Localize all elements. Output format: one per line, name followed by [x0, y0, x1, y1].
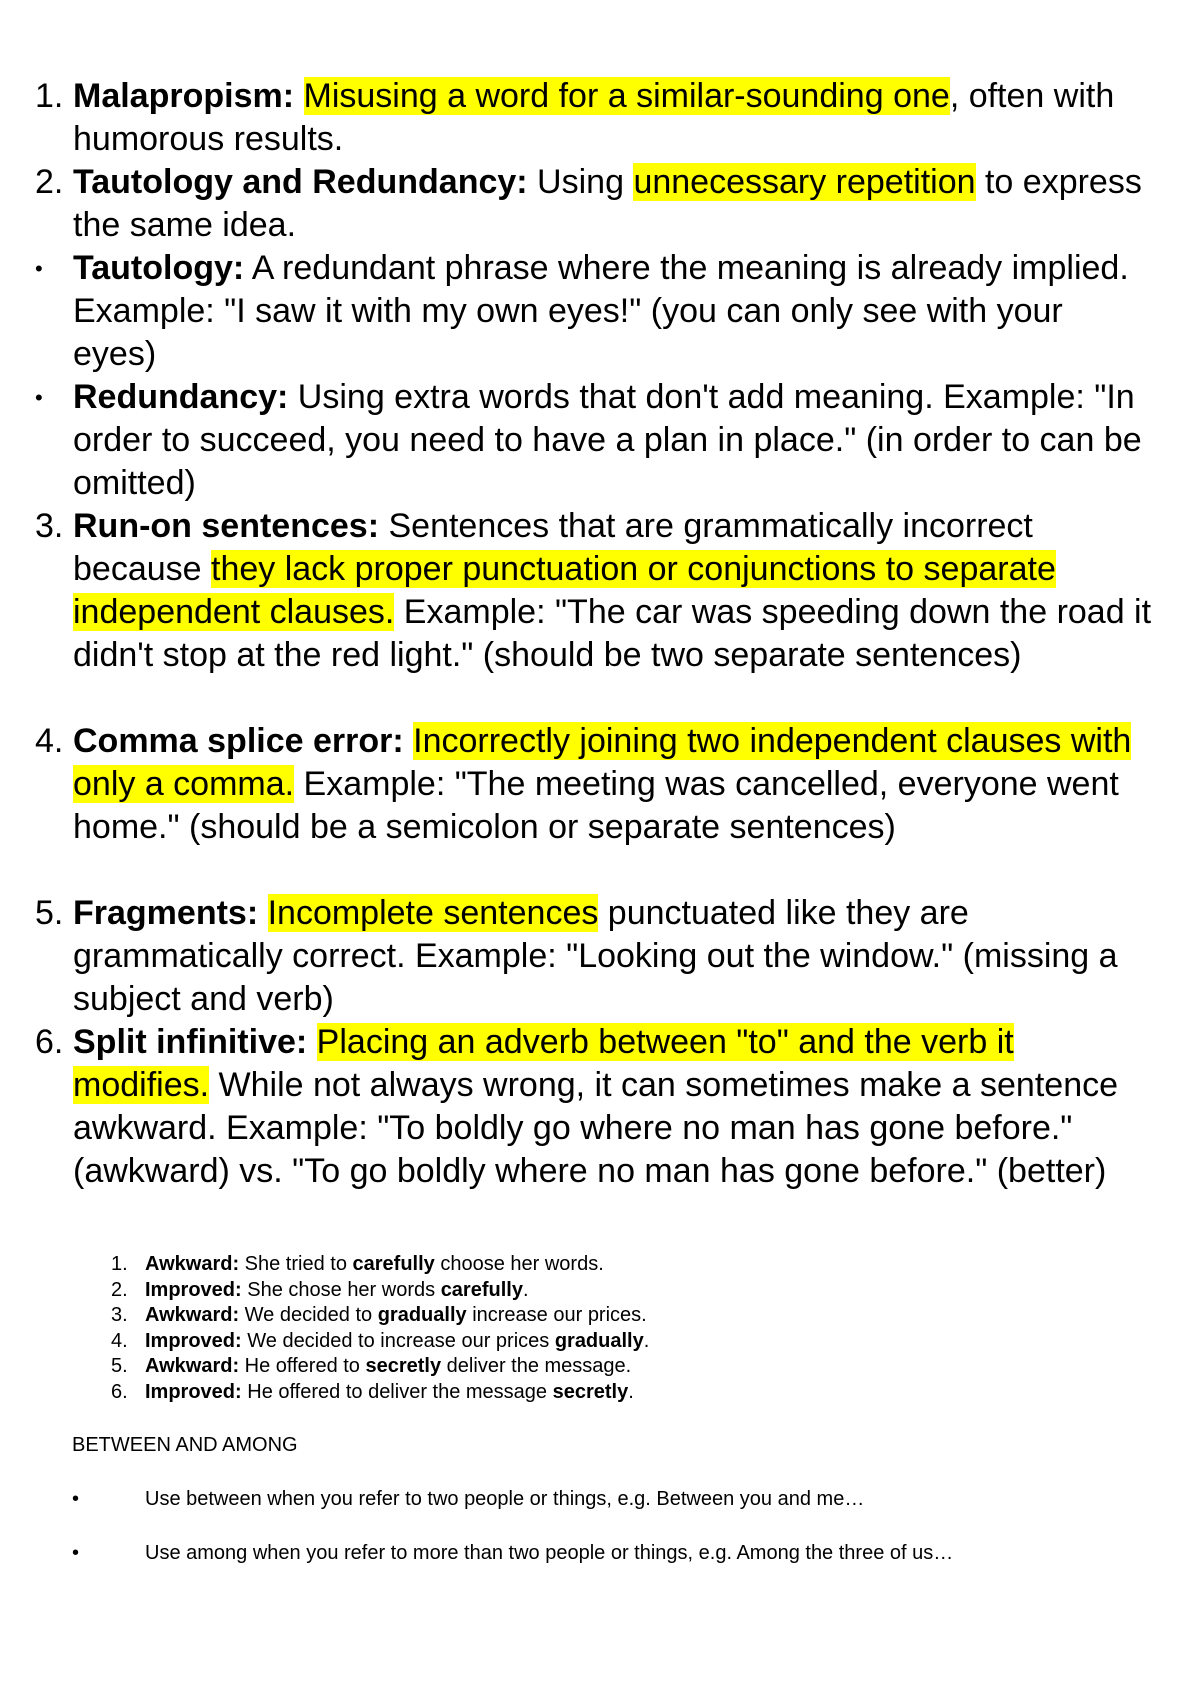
example-label: Awkward:	[145, 1304, 240, 1327]
definition-text: Using extra words that don't add meaning. Example: "In order to succeed, you need to have a plan in place." (in order to can be omitted)	[73, 378, 1142, 502]
term: Run-on sentences:	[73, 507, 380, 545]
list-item-split-infinitive	[35, 1021, 1155, 1193]
term: Comma splice error:	[73, 722, 404, 760]
example-number: 6.	[111, 1380, 128, 1403]
example-item	[95, 1380, 995, 1406]
bullet-point	[72, 1542, 1122, 1565]
list-item-redundancy	[35, 376, 1155, 505]
definition-text: , often with humorous results.	[73, 77, 1115, 158]
definition-text: to express the same idea.	[73, 163, 1142, 244]
definition-text: While not always wrong, it can sometimes make a sentence awkward. Example: "To boldly go where no man has gone before." (awkward) vs. "To go boldly where no man has gone before." (better)	[73, 1066, 1119, 1190]
bullet: •	[72, 1488, 80, 1510]
example-text: We decided to increase our prices	[241, 1329, 555, 1352]
example-text: .	[643, 1329, 650, 1352]
section-heading: BETWEEN AND AMONG	[72, 1434, 298, 1456]
example-text: She tried to	[239, 1253, 353, 1275]
list-item-comma-splice	[35, 720, 1155, 849]
list-number: 1.	[35, 77, 64, 115]
list-number: 6.	[35, 1023, 64, 1061]
example-number: 5.	[111, 1355, 128, 1378]
definition-text: A redundant phrase where the meaning is already implied. Example: "I saw it with my own eyes!" (you can only see with your eyes)	[73, 249, 1129, 373]
example-item	[95, 1303, 995, 1329]
definition-text	[258, 894, 267, 932]
list-number: 3.	[35, 507, 64, 545]
term: Split infinitive:	[73, 1023, 308, 1061]
example-number: 2.	[111, 1278, 128, 1301]
list-number: 5.	[35, 894, 64, 932]
example-item	[95, 1354, 995, 1380]
example-text: deliver the message.	[441, 1355, 632, 1378]
highlighted-definition: Misusing a word for a similar-sounding one	[303, 77, 950, 115]
definition-text: Sentences that are grammatically incorrect because	[73, 507, 1033, 588]
bullet: •	[72, 1542, 80, 1564]
example-text: .	[522, 1278, 529, 1301]
bullet: •	[35, 385, 43, 410]
bullet-point	[72, 1488, 1122, 1511]
bullet-text: Use among when you refer to more than two people or things, e.g. Among the three of us…	[145, 1542, 954, 1564]
example-label: Improved:	[145, 1329, 242, 1352]
highlighted-definition: Incorrectly joining two independent clauses with only a comma.	[73, 722, 1132, 803]
list-item-tautology-redundancy	[35, 161, 1155, 247]
example-item	[95, 1252, 995, 1278]
list-number: 4.	[35, 722, 64, 760]
example-adverb: gradually	[377, 1304, 467, 1327]
bullet: •	[35, 256, 43, 281]
highlighted-definition: unnecessary repetition	[633, 163, 976, 201]
list-item-run-on	[35, 505, 1155, 677]
example-label: Awkward:	[145, 1253, 240, 1275]
term: Fragments:	[73, 894, 259, 932]
example-adverb: secretly	[365, 1355, 442, 1378]
definition-text: Example: "The car was speeding down the road it didn't stop at the red light." (should be two separate sentences)	[73, 593, 1152, 674]
highlighted-definition: Incomplete sentences	[267, 894, 599, 932]
term: Tautology and Redundancy:	[73, 163, 528, 201]
example-item	[95, 1329, 995, 1355]
example-item	[95, 1278, 995, 1304]
highlighted-definition: they lack proper punctuation or conjunctions to separate independent clauses.	[73, 550, 1056, 631]
definition-text: Example: "The meeting was cancelled, everyone went home." (should be a semicolon or separate sentences)	[73, 765, 1119, 846]
example-text: She chose her words	[241, 1278, 441, 1301]
list-item-fragments	[35, 892, 1155, 1021]
highlighted-definition: Placing an adverb between "to" and the verb it modifies.	[73, 1023, 1014, 1104]
list-number: 2.	[35, 163, 64, 201]
example-adverb: carefully	[440, 1278, 523, 1301]
bullet-text: Use between when you refer to two people or things, e.g. Between you and me…	[145, 1488, 865, 1510]
definition-text	[404, 722, 413, 760]
list-item-malapropism	[35, 75, 1155, 161]
term: Tautology:	[73, 249, 245, 287]
example-number: 1.	[111, 1253, 128, 1275]
example-text: choose her words.	[434, 1253, 604, 1275]
example-text: We decided to	[239, 1304, 378, 1327]
definition-text	[307, 1023, 316, 1061]
example-label: Awkward:	[145, 1355, 240, 1378]
example-text: .	[628, 1380, 634, 1403]
term: Redundancy:	[73, 378, 289, 416]
example-text: He offered to deliver the message	[241, 1380, 553, 1403]
example-number: 4.	[111, 1329, 128, 1352]
example-adverb: carefully	[352, 1253, 435, 1275]
example-number: 3.	[111, 1304, 128, 1327]
example-label: Improved:	[145, 1380, 242, 1403]
definition-text: punctuated like they are grammatically correct. Example: "Looking out the window." (missing a subject and verb)	[73, 894, 1118, 1018]
list-item-tautology	[35, 247, 1155, 376]
definition-text: Using	[527, 163, 634, 201]
example-adverb: secretly	[552, 1380, 629, 1403]
example-adverb: gradually	[554, 1329, 644, 1352]
term: Malapropism:	[73, 77, 295, 115]
example-label: Improved:	[145, 1278, 242, 1301]
example-text: He offered to	[239, 1355, 366, 1378]
example-list	[95, 1252, 995, 1406]
example-text: increase our prices.	[466, 1304, 647, 1327]
